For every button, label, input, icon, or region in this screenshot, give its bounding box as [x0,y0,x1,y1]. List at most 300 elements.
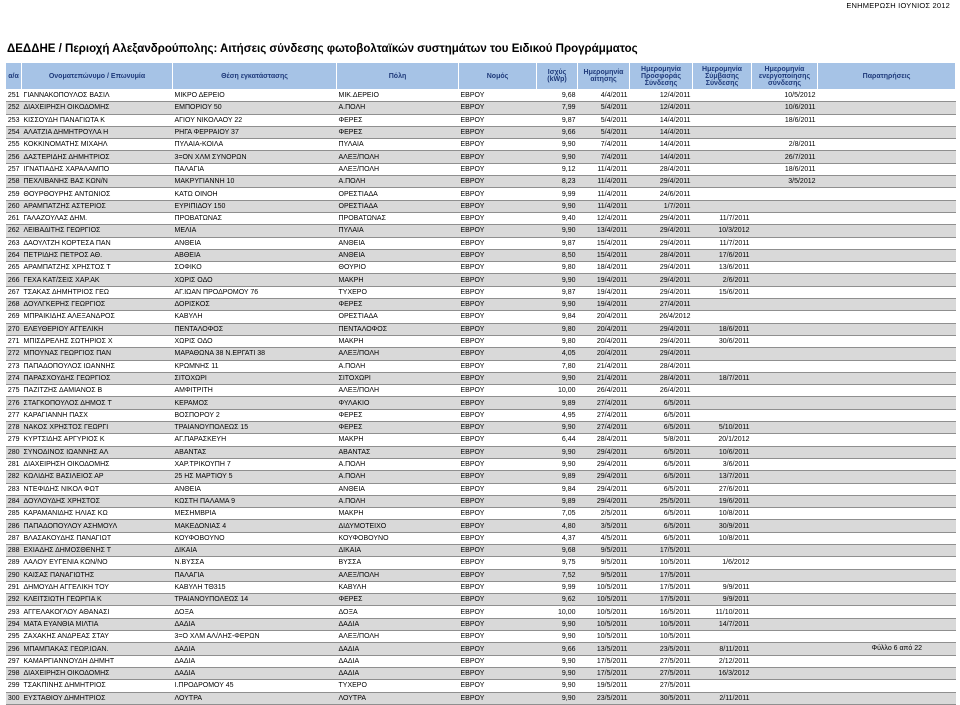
col-date-offer-cell: 29/4/2011 [630,335,693,347]
table-row [6,594,956,606]
col-notes-cell [818,631,956,643]
col-name-cell: ΓΙΑΝΝΑΚΟΠΟΥΛΟΣ ΒΑΣΙΛ [22,90,173,102]
col-location-cell: 3=ΟΝ ΧΛΜ ΣΥΝΟΡΩΝ [173,151,337,163]
col-power-cell: 9,80 [537,262,578,274]
col-aa-cell: 253 [6,114,22,126]
col-notes-cell [818,667,956,679]
col-date-application-cell: 20/4/2011 [578,348,630,360]
col-date-contract-header: Ημερομηνία Σύμβασης Σύνδεσης [693,63,752,90]
col-name-cell: ΠΕΧΛΙΒΑΝΗΣ ΒΑΣ ΚΩΝ/Ν [22,176,173,188]
applications-table [5,62,956,705]
col-prefecture-cell: ΕΒΡΟΥ [459,680,537,692]
col-date-contract-cell: 8/11/2011 [693,643,752,655]
table-row [6,176,956,188]
col-date-offer-cell: 28/4/2011 [630,163,693,175]
col-power-cell: 7,80 [537,360,578,372]
table-row [6,348,956,360]
col-name-cell: ΚΥΡΤΣΙΔΗΣ ΑΡΓΥΡΙΟΣ Κ [22,434,173,446]
col-date-contract-cell: 13/6/2011 [693,262,752,274]
col-name-cell: ΜΠΙΣΔΡΕΛΗΣ ΣΩΤΗΡΙΟΣ Χ [22,335,173,347]
table-row [6,299,956,311]
col-date-offer-cell: 27/5/2011 [630,680,693,692]
col-aa-cell: 265 [6,262,22,274]
col-date-offer-cell: 6/5/2011 [630,483,693,495]
col-location-cell: ΒΟΣΠΟΡΟΥ 2 [173,409,337,421]
col-aa-cell: 252 [6,102,22,114]
table-row [6,360,956,372]
col-date-offer-cell: 24/6/2011 [630,188,693,200]
table-row [6,422,956,434]
col-notes-cell [818,692,956,704]
col-date-activation-cell: 3/5/2012 [752,176,818,188]
col-prefecture-cell: ΕΒΡΟΥ [459,606,537,618]
col-date-activation-cell [752,372,818,384]
col-name-cell: ΠΑΠΑΔΟΠΟΥΛΟΥ ΑΣΗΜΟΥΛ [22,520,173,532]
col-notes-cell [818,114,956,126]
col-city-cell: ΦΕΡΕΣ [337,409,459,421]
col-date-contract-cell: 1/6/2012 [693,557,752,569]
table-row [6,262,956,274]
col-location-cell: ΠΑΛΑΓΙΑ [173,163,337,175]
col-city-cell: ΔΑΔΙΑ [337,655,459,667]
col-date-contract-cell: 2/11/2011 [693,692,752,704]
update-note: ΕΝΗΜΕΡΩΣΗ ΙΟΥΝΙΟΣ 2012 [846,1,950,10]
col-prefecture-cell: ΕΒΡΟΥ [459,471,537,483]
col-city-cell: Α.ΠΟΛΗ [337,176,459,188]
col-date-activation-cell [752,508,818,520]
col-date-contract-cell: 10/8/2011 [693,532,752,544]
col-aa-cell: 257 [6,163,22,175]
col-date-offer-cell: 29/4/2011 [630,237,693,249]
table-row [6,311,956,323]
col-aa-cell: 254 [6,126,22,138]
col-location-cell: ΔΑΔΙΑ [173,655,337,667]
col-location-cell: ΚΩΣΤΗ ΠΑΛΑΜΑ 9 [173,495,337,507]
col-aa-cell: 274 [6,372,22,384]
col-aa-cell: 255 [6,139,22,151]
col-date-application-cell: 20/4/2011 [578,311,630,323]
col-location-header: Θέση εγκατάστασης [173,63,337,90]
col-date-application-cell: 29/4/2011 [578,471,630,483]
col-date-activation-cell [752,212,818,224]
col-name-header: Ονοματεπώνυμο / Επωνυμία [22,63,173,90]
col-location-cell: ΣΟΦΙΚΟ [173,262,337,274]
col-date-contract-cell: 10/6/2011 [693,446,752,458]
col-name-cell: ΣΤΑΓΚΟΠΟΥΛΟΣ ΔΗΜΟΣ Τ [22,397,173,409]
col-prefecture-cell: ΕΒΡΟΥ [459,335,537,347]
col-power-cell: 9,90 [537,372,578,384]
col-date-contract-cell: 13/7/2011 [693,471,752,483]
col-aa-cell: 263 [6,237,22,249]
col-city-cell: ΠΡΟΒΑΤΩΝΑΣ [337,212,459,224]
col-date-activation-cell [752,249,818,261]
col-location-cell: ΤΡΑΙΑΝΟΥΠΟΛΕΩΣ 15 [173,422,337,434]
col-date-offer-cell: 17/5/2011 [630,544,693,556]
col-date-activation-cell [752,643,818,655]
col-location-cell: ΚΑΒΥΛΗ ΤΘ315 [173,581,337,593]
col-date-offer-cell: 29/4/2011 [630,286,693,298]
col-prefecture-cell: ΕΒΡΟΥ [459,286,537,298]
col-date-offer-cell: 27/5/2011 [630,667,693,679]
col-date-application-cell: 7/4/2011 [578,151,630,163]
col-date-activation-cell [752,631,818,643]
col-name-cell: ΤΣΑΚΑΣ ΔΗΜΗΤΡΙΟΣ ΓΕΩ [22,286,173,298]
col-location-cell: ΔΑΔΙΑ [173,643,337,655]
col-city-cell: ΦΕΡΕΣ [337,422,459,434]
col-location-cell: ΤΡΑΙΑΝΟΥΠΟΛΕΩΣ 14 [173,594,337,606]
col-power-cell: 9,99 [537,188,578,200]
col-date-contract-cell [693,385,752,397]
col-date-contract-cell [693,544,752,556]
table-row [6,606,956,618]
col-date-offer-cell: 6/5/2011 [630,397,693,409]
col-notes-cell [818,286,956,298]
col-date-activation-cell [752,569,818,581]
col-location-cell: ΔΑΔΙΑ [173,618,337,630]
col-aa-cell: 273 [6,360,22,372]
col-date-contract-cell: 3/6/2011 [693,458,752,470]
col-power-cell: 9,12 [537,163,578,175]
col-date-contract-cell: 16/3/2012 [693,667,752,679]
col-prefecture-cell: ΕΒΡΟΥ [459,311,537,323]
table-row [6,212,956,224]
col-name-cell: ΓΕΧΑ ΚΑΤ/ΣΕΙΣ ΧΑΡ.ΑΚ [22,274,173,286]
col-aa-cell: 262 [6,225,22,237]
col-location-cell: 3=Ο ΧΛΜ ΑΛ/ΛΗΣ-ΦΕΡΩΝ [173,631,337,643]
col-name-cell: ΕΥΣΤΑΘΙΟΥ ΔΗΜΗΤΡΙΟΣ [22,692,173,704]
col-city-cell: ΔΑΔΙΑ [337,643,459,655]
col-date-contract-cell: 10/8/2011 [693,508,752,520]
col-name-cell: ΜΠΡΑΙΚΙΔΗΣ ΑΛΕΞΑΝΔΡΟΣ [22,311,173,323]
col-notes-cell [818,446,956,458]
col-date-application-cell: 10/5/2011 [578,618,630,630]
col-date-activation-cell [752,237,818,249]
col-location-cell: Ι.ΠΡΟΔΡΟΜΟΥ 45 [173,680,337,692]
col-notes-cell [818,200,956,212]
col-date-application-cell: 10/5/2011 [578,594,630,606]
col-date-activation-cell [752,680,818,692]
col-prefecture-cell: ΕΒΡΟΥ [459,323,537,335]
col-location-cell: ΕΜΠΟΡΙΟΥ 50 [173,102,337,114]
col-power-cell: 9,90 [537,200,578,212]
col-date-offer-cell: 14/4/2011 [630,114,693,126]
col-date-application-cell: 11/4/2011 [578,163,630,175]
col-date-application-cell: 5/4/2011 [578,114,630,126]
col-aa-cell: 300 [6,692,22,704]
col-date-application-cell: 17/5/2011 [578,667,630,679]
col-power-cell: 9,87 [537,237,578,249]
col-date-contract-cell: 18/6/2011 [693,323,752,335]
col-location-cell: ΑΝΘΕΙΑ [173,483,337,495]
col-notes-cell [818,532,956,544]
table-row [6,139,956,151]
table-row [6,483,956,495]
col-date-activation-cell [752,606,818,618]
col-date-application-cell: 28/4/2011 [578,434,630,446]
table-row [6,151,956,163]
col-power-cell: 8,23 [537,176,578,188]
col-prefecture-cell: ΕΒΡΟΥ [459,618,537,630]
col-notes-cell [818,385,956,397]
col-location-cell: ΚΕΡΑΜΟΣ [173,397,337,409]
col-date-activation-cell [752,422,818,434]
col-date-contract-cell: 14/7/2011 [693,618,752,630]
col-power-cell: 10,00 [537,606,578,618]
col-notes-cell [818,225,956,237]
col-date-activation-cell [752,655,818,667]
col-aa-cell: 267 [6,286,22,298]
col-prefecture-cell: ΕΒΡΟΥ [459,176,537,188]
col-notes-cell [818,176,956,188]
col-date-contract-cell [693,409,752,421]
col-location-cell: ΔΑΔΙΑ [173,667,337,679]
col-notes-cell [818,434,956,446]
col-name-cell: ΛΑΛΟΥ ΕΥΓΕΝΙΑ ΚΩΝ/ΝΟ [22,557,173,569]
col-aa-cell: 258 [6,176,22,188]
col-power-cell: 9,90 [537,422,578,434]
col-aa-cell: 294 [6,618,22,630]
col-date-contract-cell [693,139,752,151]
col-power-cell: 10,00 [537,385,578,397]
col-name-cell: ΙΓΝΑΤΙΑΔΗΣ ΧΑΡΑΛΑΜΠΟ [22,163,173,175]
table-row [6,126,956,138]
table-row [6,102,956,114]
col-date-application-cell: 4/4/2011 [578,90,630,102]
col-prefecture-cell: ΕΒΡΟΥ [459,188,537,200]
table-row [6,225,956,237]
col-date-contract-cell: 17/6/2011 [693,249,752,261]
table-row [6,643,956,655]
col-name-cell: ΝΤΕΦΙΔΗΣ ΝΙΚΟΛ ΦΩΤ [22,483,173,495]
col-name-cell: ΕΧΙΑΔΗΣ ΔΗΜΟΣΘΕΝΗΣ Τ [22,544,173,556]
col-date-activation-cell [752,692,818,704]
col-name-cell: ΚΑΡΑΓΙΑΝΝΗ ΠΑΣΧ [22,409,173,421]
col-location-cell: ΚΑΤΩ ΟΙΝΟΗ [173,188,337,200]
col-notes-cell [818,102,956,114]
col-name-cell: ΝΑΚΟΣ ΧΡΗΣΤΟΣ ΓΕΩΡΓΙ [22,422,173,434]
col-aa-cell: 290 [6,569,22,581]
col-city-cell: ΑΝΘΕΙΑ [337,249,459,261]
table-row [6,323,956,335]
col-prefecture-header: Νομός [459,63,537,90]
col-power-cell: 6,44 [537,434,578,446]
col-city-cell: Α.ΠΟΛΗ [337,360,459,372]
col-power-cell: 9,66 [537,643,578,655]
col-aa-cell: 280 [6,446,22,458]
col-prefecture-cell: ΕΒΡΟΥ [459,532,537,544]
col-aa-cell: 299 [6,680,22,692]
table-row [6,409,956,421]
col-power-cell: 9,89 [537,495,578,507]
col-power-cell: 9,90 [537,631,578,643]
col-notes-cell [818,126,956,138]
col-date-activation-cell [752,483,818,495]
col-aa-cell: 292 [6,594,22,606]
col-date-application-cell: 11/4/2011 [578,176,630,188]
col-power-cell: 9,99 [537,581,578,593]
col-prefecture-cell: ΕΒΡΟΥ [459,557,537,569]
col-name-cell: ΠΑΡΑΣΧΟΥΔΗΣ ΓΕΩΡΓΙΟΣ [22,372,173,384]
col-name-cell: ΔΟΥΛΟΥΔΗΣ ΧΡΗΣΤΟΣ [22,495,173,507]
col-prefecture-cell: ΕΒΡΟΥ [459,631,537,643]
col-prefecture-cell: ΕΒΡΟΥ [459,200,537,212]
col-city-cell: ΔΑΔΙΑ [337,618,459,630]
col-date-contract-cell [693,311,752,323]
table-row [6,557,956,569]
col-aa-cell: 282 [6,471,22,483]
col-prefecture-cell: ΕΒΡΟΥ [459,348,537,360]
col-name-cell: ΑΛΑΤΖΙΑ ΔΗΜΗΤΡΟΥΛΑ Η [22,126,173,138]
table-row [6,434,956,446]
col-location-cell: ΑΒΑΝΤΑΣ [173,446,337,458]
col-name-cell: ΑΡΑΜΠΑΤΖΗΣ ΑΣΤΕΡΙΟΣ [22,200,173,212]
table-row [6,200,956,212]
col-aa-cell: 264 [6,249,22,261]
col-date-offer-cell: 10/5/2011 [630,631,693,643]
col-city-cell: ΜΙΚ.ΔΕΡΕΙΟ [337,90,459,102]
col-date-contract-cell [693,631,752,643]
col-name-cell: ΚΑΙΣΑΣ ΠΑΝΑΓΙΩΤΗΣ [22,569,173,581]
col-city-cell: ΤΥΧΕΡΟ [337,680,459,692]
table-row [6,508,956,520]
col-date-application-cell: 4/5/2011 [578,532,630,544]
col-date-offer-cell: 29/4/2011 [630,262,693,274]
col-city-cell: ΜΑΚΡΗ [337,508,459,520]
col-city-cell: ΑΒΑΝΤΑΣ [337,446,459,458]
col-date-offer-cell: 14/4/2011 [630,139,693,151]
col-prefecture-cell: ΕΒΡΟΥ [459,434,537,446]
col-prefecture-cell: ΕΒΡΟΥ [459,495,537,507]
col-date-activation-cell [752,225,818,237]
col-prefecture-cell: ΕΒΡΟΥ [459,114,537,126]
col-date-contract-cell [693,397,752,409]
col-notes-cell [818,594,956,606]
col-location-cell: ΠΑΛΑΓΙΑ [173,569,337,581]
col-power-cell: 9,80 [537,323,578,335]
col-city-cell: ΦΕΡΕΣ [337,126,459,138]
col-power-cell: 9,75 [537,557,578,569]
col-prefecture-cell: ΕΒΡΟΥ [459,692,537,704]
col-date-contract-cell [693,102,752,114]
col-date-activation-cell [752,286,818,298]
col-aa-cell: 298 [6,667,22,679]
col-power-cell: 9,90 [537,299,578,311]
col-city-cell: ΟΡΕΣΤΙΑΔΑ [337,188,459,200]
col-location-cell: ΑΓΙΟΥ ΝΙΚΟΛΑΟΥ 22 [173,114,337,126]
col-city-cell: Α.ΠΟΛΗ [337,102,459,114]
col-power-cell: 9,89 [537,397,578,409]
col-city-cell: ΜΑΚΡΗ [337,434,459,446]
col-name-cell: ΚΑΜΑΡΓΙΑΝΝΟΥΔΗ ΔΗΜΗΤ [22,655,173,667]
col-location-cell: ΔΙΚΑΙΑ [173,544,337,556]
col-date-application-cell: 27/4/2011 [578,409,630,421]
col-date-activation-cell [752,618,818,630]
col-city-cell: ΑΛΕΞ/ΠΟΛΗ [337,631,459,643]
col-city-cell: ΟΡΕΣΤΙΑΔΑ [337,200,459,212]
col-power-cell: 9,90 [537,680,578,692]
col-aa-cell: 295 [6,631,22,643]
col-aa-cell: 281 [6,458,22,470]
table-row [6,385,956,397]
table-row [6,446,956,458]
table-header [6,63,956,90]
col-aa-cell: 285 [6,508,22,520]
table-row [6,237,956,249]
col-aa-cell: 277 [6,409,22,421]
col-city-cell: ΑΛΕΞ/ΠΟΛΗ [337,348,459,360]
table-row [6,692,956,704]
col-date-activation-cell [752,594,818,606]
col-date-activation-cell [752,471,818,483]
col-date-offer-cell: 23/5/2011 [630,643,693,655]
table-row [6,544,956,556]
col-name-cell: ΠΕΤΡΙΔΗΣ ΠΕΤΡΟΣ ΑΘ. [22,249,173,261]
col-aa-cell: 272 [6,348,22,360]
col-date-contract-cell: 19/6/2011 [693,495,752,507]
col-date-offer-cell: 28/4/2011 [630,360,693,372]
col-prefecture-cell: ΕΒΡΟΥ [459,299,537,311]
col-date-offer-cell: 17/5/2011 [630,594,693,606]
col-prefecture-cell: ΕΒΡΟΥ [459,409,537,421]
col-location-cell: ΧΩΡΙΣ ΟΔΟ [173,274,337,286]
col-date-activation-cell [752,200,818,212]
col-aa-cell: 284 [6,495,22,507]
col-city-cell: ΣΙΤΟΧΩΡΙ [337,372,459,384]
col-power-cell: 7,05 [537,508,578,520]
col-date-offer-cell: 6/5/2011 [630,508,693,520]
col-date-activation-cell [752,323,818,335]
col-city-cell: ΑΝΘΕΙΑ [337,237,459,249]
col-date-contract-cell: 9/9/2011 [693,581,752,593]
col-date-offer-cell: 6/5/2011 [630,532,693,544]
col-power-cell: 4,80 [537,520,578,532]
col-location-cell: ΔΟΞΑ [173,606,337,618]
col-date-offer-cell: 6/5/2011 [630,520,693,532]
col-date-activation-cell [752,311,818,323]
col-date-application-cell: 21/4/2011 [578,372,630,384]
col-date-offer-cell: 29/4/2011 [630,176,693,188]
col-city-cell: ΜΑΚΡΗ [337,335,459,347]
col-date-application-cell: 10/5/2011 [578,581,630,593]
col-aa-cell: 286 [6,520,22,532]
col-date-activation-cell [752,274,818,286]
table-row [6,667,956,679]
col-notes-cell [818,680,956,692]
col-date-application-cell: 11/4/2011 [578,200,630,212]
col-date-contract-cell: 2/12/2011 [693,655,752,667]
col-location-cell: ΚΟΥΦΟΒΟΥΝΟ [173,532,337,544]
col-date-application-cell: 19/4/2011 [578,299,630,311]
col-date-application-cell: 21/4/2011 [578,360,630,372]
col-prefecture-cell: ΕΒΡΟΥ [459,163,537,175]
col-date-application-cell: 2/5/2011 [578,508,630,520]
col-prefecture-cell: ΕΒΡΟΥ [459,372,537,384]
col-city-header: Πόλη [337,63,459,90]
col-date-activation-cell [752,581,818,593]
col-power-cell: 9,89 [537,471,578,483]
col-date-application-cell: 29/4/2011 [578,458,630,470]
col-date-application-cell: 13/4/2011 [578,225,630,237]
col-power-cell: 9,90 [537,458,578,470]
col-date-contract-cell: 11/7/2011 [693,212,752,224]
col-notes-cell [818,151,956,163]
col-date-contract-cell: 5/10/2011 [693,422,752,434]
col-aa-cell: 271 [6,335,22,347]
col-date-contract-cell [693,299,752,311]
col-date-contract-cell [693,90,752,102]
col-date-application-cell: 12/4/2011 [578,212,630,224]
col-power-cell: 9,90 [537,618,578,630]
